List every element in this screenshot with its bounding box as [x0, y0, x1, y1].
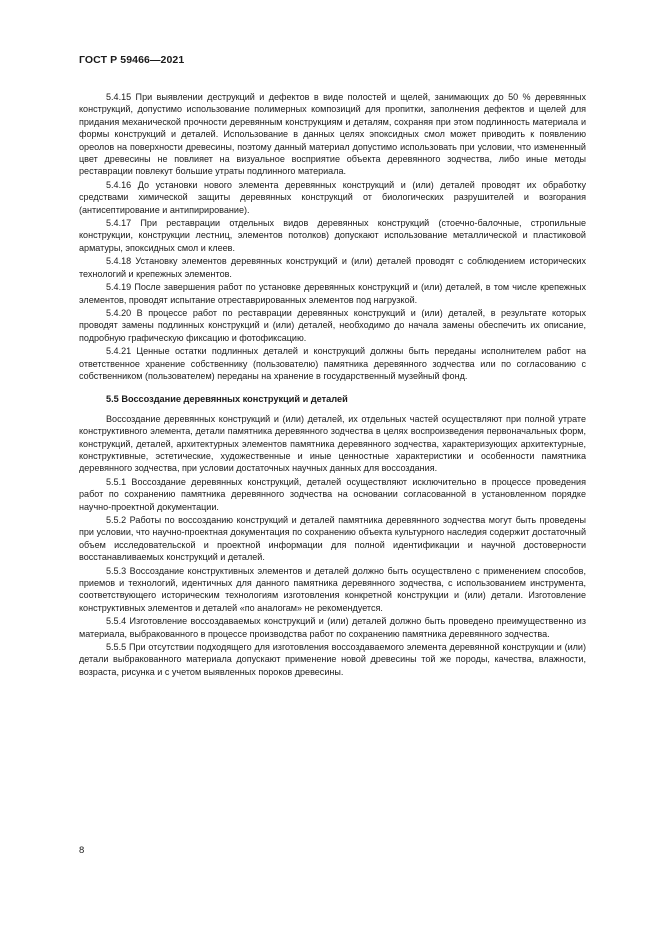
paragraph-5-4-21: 5.4.21 Ценные остатки подлинных деталей и конструкций должны быть переданы исполнителем работ на ответственное хранение собственнику (пользователю) памятника деревянного зодчества или по согласованию с собственником (пользователем) переданы на хранение в государственный музейный фонд. [79, 346, 586, 381]
paragraph-5-5-5: 5.5.5 При отсутствии подходящего для изготовления воссоздаваемого элемента деревянной конструкции и (или) детали выбракованного материала допускают применение новой древесины той же породы, качества, влажности, возраста, рисунка и с учетом выявленных пороков древесины. [79, 642, 586, 677]
paragraph-5-5-4: 5.5.4 Изготовление воссоздаваемых конструкций и (или) деталей должно быть проведено преимущественно из материала, выбракованного в процессе производства работ по сохранению памятника деревянного зодчества. [79, 616, 586, 639]
paragraph-5-4-15: 5.4.15 При выявлении деструкций и дефектов в виде полостей и щелей, занимающих до 50 % деревянных конструкций, допустимо использование полимерных композиций для пропитки, заполнения дефектов и щелей для придания механической прочности деревянным конструкциям и деталям, сохраняя при этом подлинность материала и формы конструкций и деталей. Использование в данных целях эпоксидных смол может приводить к появлению ореолов на поверхности древесины, поэтому данный материал допустимо использовать при условии, что измененный цвет древесины не повлияет на визуальное восприятие объекта деревянного зодчества, либо иные методы реставрации повлекут большие утраты подлинного материала. [79, 92, 586, 177]
section-heading: 5.5 Воссоздание деревянных конструкций и деталей [106, 394, 348, 405]
page-number: 8 [79, 845, 85, 856]
paragraph-5-4-18: 5.4.18 Установку элементов деревянных конструкций и (или) деталей проводят с соблюдением исторических технологий и крепежных элементов. [79, 256, 586, 279]
paragraph-5-4-17: 5.4.17 При реставрации отдельных видов деревянных конструкций (стоечно-балочные, стропильные конструкции, конструкции лестниц, элементов потолков) допускают использование металлической и пластиковой арматуры, эпоксидных смол и клеев. [79, 218, 586, 253]
paragraph-5-4-16: 5.4.16 До установки нового элемента деревянных конструкций и (или) деталей проводят их обработку средствами химической защиты деревянных конструкций от биологических разрушителей и возгорания (антисептирование и антипирирование). [79, 179, 586, 215]
paragraph-5-4-19: 5.4.19 После завершения работ по установке деревянных конструкций и (или) деталей, в том числе крепежных элементов, проводят испытание отреставрированных элементов под нагрузкой. [79, 282, 586, 305]
document-code: ГОСТ Р 59466—2021 [79, 54, 185, 66]
document-body [79, 91, 586, 678]
paragraph-5-5-2: 5.5.2 Работы по воссозданию конструкций и деталей памятника деревянного зодчества могут быть проведены при условии, что научно-проектная документация по сохранению объекта культурного наследия содержит достаточный объем исследовательской и проектной информации для полной идентификации и научной достоверности восстанавливаемых конструкций и деталей. [79, 515, 586, 563]
paragraph-5-4-20: 5.4.20 В процессе работ по реставрации деревянных конструкций и (или) деталей, в результате которых проводят замены подлинных конструкций и (или) деталей, необходимо до начала замены обеспечить их описание, подробную графическую фиксацию и фотофиксацию. [79, 307, 586, 343]
paragraph-5-5-intro: Воссоздание деревянных конструкций и (или) деталей, их отдельных частей осуществляют при полной утрате конструктивного элемента, детали памятника деревянного зодчества в целях воспроизведения первоначальных форм, конструкций, деталей, архитектурных элементов памятника деревянного зодчества, характеризующих архитектурные, конструктивные, эстетические, художественные и иные ценностные характеристики и особенности памятника деревянного зодчества, при условии достаточных научных данных для воссоздания. [79, 413, 586, 474]
paragraph-5-5-1: 5.5.1 Воссоздание деревянных конструкций, деталей осуществляют исключительно в процессе проведения работ по сохранению памятника деревянного зодчества на основании согласованной в установленном порядке научно-проектной документации. [79, 476, 586, 512]
paragraph-5-5-3: 5.5.3 Воссоздание конструктивных элементов и деталей должно быть осуществлено с применением способов, приемов и технологий, идентичных для данного памятника деревянного зодчества, с использованием инструмента, соответствующего историческим технологиям изготовления конкретной конструкции и (или) детали. Изготовление конструктивных элементов и деталей «по аналогам» не рекомендуется. [79, 565, 586, 613]
